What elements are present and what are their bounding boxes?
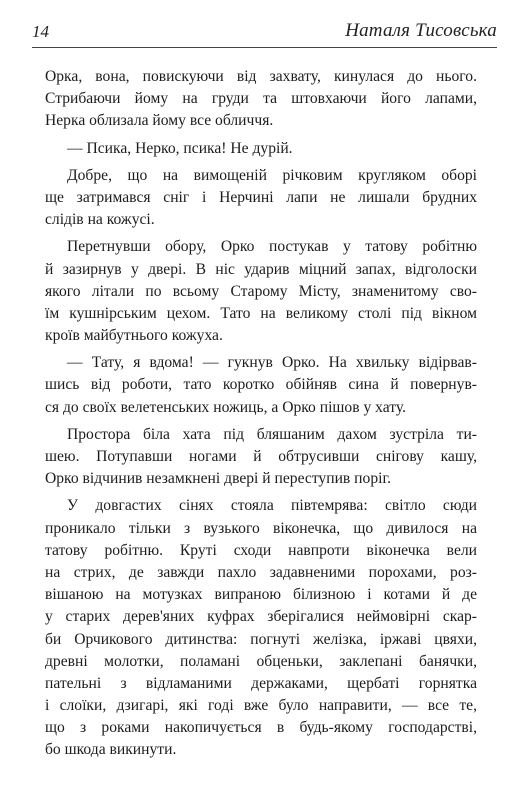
- text-line: вішаною на мотузках випраною білизною і котами й де: [45, 586, 477, 604]
- text-line: — Псика, Нерко, псика! Не дурій.: [67, 139, 293, 157]
- text-line: пательні з відламаними держаками, щербаті горнятка: [45, 674, 477, 692]
- paragraph: [45, 495, 477, 761]
- text-line: древні молотки, поламані обценьки, заклепані банячки,: [45, 652, 477, 670]
- paragraph: [45, 352, 477, 419]
- text-line: шись від роботи, тато коротко обійняв сина й повернув-: [45, 376, 477, 394]
- text-line: би Орчикового дитинства: погнуті желізка, іржаві цвяхи,: [45, 630, 477, 648]
- text-line: що з роками накопичується в будь-якому господарстві,: [45, 719, 477, 737]
- paragraph: [45, 66, 477, 133]
- text-line: Нерка облизала йому все обличчя.: [45, 112, 274, 130]
- text-line: і слоїки, дзигарі, які годі вже було направити, — все те,: [45, 697, 477, 715]
- text-line: Орка, вона, повискуючи від захвату, кинулася до нього.: [45, 68, 477, 85]
- text-line: шею. Потупавши ногами й обтрусивши снігову кашу,: [45, 448, 477, 465]
- text-line: Простора біла хата під бляшаним дахом зустріла ти-: [67, 425, 477, 443]
- text-line: й зазирнув у двері. В ніс ударив міцний запах, відголоски: [45, 260, 477, 278]
- text-line: ся до своїх велетенських ножиць, а Орко пішов у хату.: [45, 398, 407, 416]
- paragraph: [45, 165, 477, 232]
- text-line: Перетнувши обору, Орко постукав у татову робітню: [67, 238, 477, 256]
- header-rule: [32, 47, 497, 48]
- page-header: [32, 18, 497, 48]
- text-line: ще затримався сніг і Нерчині лапи не лишали брудних: [45, 188, 477, 206]
- text-line: якого літали по всьому Старому Місту, знаменитому сво-: [45, 282, 477, 300]
- running-head-author: Наталя Тисовська: [345, 20, 497, 41]
- paragraph: [45, 424, 477, 491]
- text-line: слідів на кожусі.: [45, 211, 155, 229]
- text-line: на стрих, де завжди пахло задавненими порохами, роз-: [45, 563, 477, 581]
- body-text: [45, 66, 477, 762]
- text-line: — Тату, я вдома! — гукнув Орко. На хвильку відірвав-: [67, 354, 477, 372]
- text-line: їм кушнірським цехом. Тато на великому столі під вікном: [45, 304, 477, 322]
- text-line: татову робітню. Круті сходи навпроти віконечка вели: [45, 541, 477, 559]
- text-line: кроїв майбутнього кожуха.: [45, 327, 223, 345]
- text-line: Стрибаючи йому на груди та штовхаючи його лапами,: [45, 90, 477, 108]
- page-number: 14: [32, 22, 49, 41]
- text-line: бо шкода викинути.: [45, 741, 177, 759]
- text-line: У довгастих сінях стояла півтемрява: світло сюди: [67, 497, 477, 515]
- text-line: у старих дерев'яних куфрах зберігалися неймовірні скар-: [45, 608, 477, 626]
- text-line: Добре, що на вимощеній річковим кругляком оборі: [67, 166, 477, 184]
- paragraph: [45, 138, 477, 160]
- text-line: проникало тільки з вузького віконечка, що дивилося на: [45, 519, 477, 537]
- paragraph: [45, 236, 477, 347]
- text-line: Орко відчинив незамкнені двері й переступив поріг.: [45, 470, 391, 488]
